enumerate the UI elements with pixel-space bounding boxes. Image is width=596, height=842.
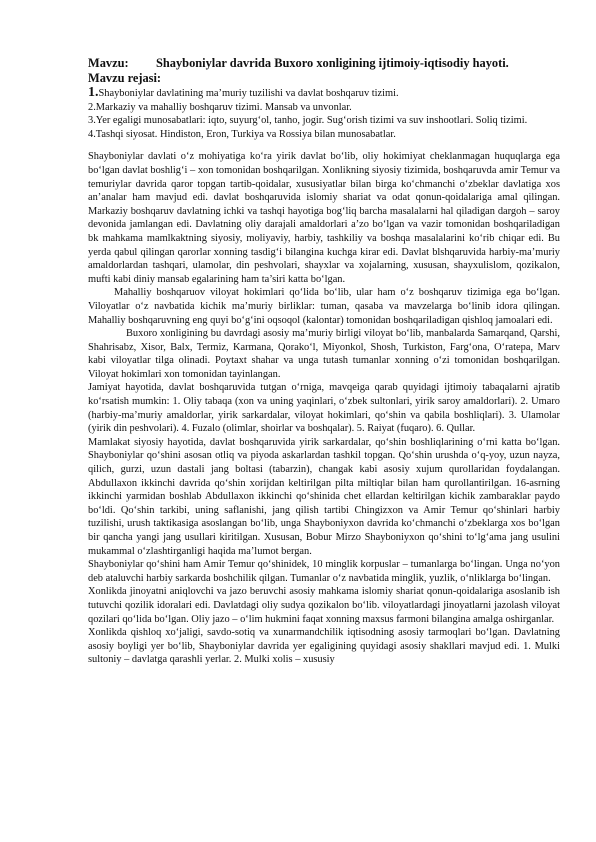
topic-title xyxy=(88,56,560,71)
paragraph-army-units: Shayboniylar qo‘shini ham Amir Temur qo‘shinidek, 10 minglik korpuslar – tumanlarga bo‘lingan. Unga no‘yon deb ataluvchi harbiy sarkarda boshchilik qilgan. Tumanlar o‘z navbatida minglik, yuzlik, o‘nliklarga bo‘lingan. xyxy=(88,559,560,584)
plan-item-1 xyxy=(88,86,560,101)
plan-item-number: 4. xyxy=(88,128,96,140)
topic-text: Shayboniylar davrida Buxoro xonligining ijtimoiy-iqtisodiy hayoti. xyxy=(156,56,509,70)
paragraph-justice: Xonlikda jinoyatni aniqlovchi va jazo beruvchi asosiy mahkama islomiy shariat qonun-qoidalariga asoslanib ish tutuvchi qozilik idoralari edi. Davlatdagi oliy sudya qozikalon bo‘lib. viloyatlardagi jinoyatlarni jazolash viloyat qozilari qo‘lida bo‘lgan. Oliy jazo – o‘lim hukmini faqat xonning maxsus farmoni bilangina amalga oshirganlar. xyxy=(88,586,560,625)
plan-item-number: 1. xyxy=(88,85,99,100)
paragraph-economy: Xonlikda qishloq xo‘jaligi, savdo-sotiq va xunarmandchilik iqtisodning asosiy tarmoqlari bo‘lgan. Davlatning asosiy boyligi yer bo‘lib, Shayboniylar davrida yer egaligining quyidagi asosiy shakllari mavjud edi. 1. Mulki sultoniy – davlatga qarashli yerlar. 2. Mulki xolis – xususiy xyxy=(88,627,560,666)
paragraph-local-government: Mahalliy boshqaruov viloyat hokimlari qo‘lida bo‘lib, ular ham o‘z boshqaruv tizimiga ega bo‘lgan. Viloyatlar o‘z navbatida kichik ma’muriy birliklar: tuman, qasaba va mavzelarga bo‘linib idora qilingan. Mahalliy boshqaruvning eng quyi bo‘g‘ini oqsoqol (kalontar) tomonidan boshqariladigan qishloq jamoalari edi. xyxy=(88,287,560,326)
plan-item-3 xyxy=(88,114,560,128)
plan-item-text: Shayboniylar davlatining ma’muriy tuzilishi va davlat boshqaruv tizimi. xyxy=(98,88,399,99)
plan-item-text: Yer egaligi munosabatlari: iqto, suyurg‘ol, tanho, jogir. Sug‘orish tizimi va suv inshootlari. Soliq tizimi. xyxy=(95,115,528,127)
topic-label: Mavzu: xyxy=(88,56,129,70)
paragraph-state-structure: Shayboniylar davlati o‘z mohiyatiga ko‘ra yirik davlat bo‘lib, oliy hokimiyat cheklanmagan huquqlarga ega bo‘lgan davlat boshlig‘i – xon tomonidan boshqarilgan. Xonlikning siyosiy tizimida, boshqaruvda amir Temur va temuriylar davrida qaror topgan tartib-qoidalar, xususiyatlar bilan birga ko‘chmanchi o‘zbeklar davlatiga xos an’analar ham mavjud edi. davlat boshqaruvida islomiy shariat va odat qonun-qoidalariga amal qilingan. Markaziy boshqaruv davlatning ichki va tashqi hayotiga bog‘liq barcha masalalarni hal qiladigan dargoh – saroy devonida jamlangan edi. Davlatning oliy darajali amaldorlari a’zo bo‘lgan va vazir tomonidan boshqariladigan bk mahkama mamlkaktning siyosiy, moliyaviy, harbiy, tashkiliy va boshqa masalalarini ko‘rib chiqar edi. Bu yerda qabul qilingan qarorlar xonning tasdig‘i bilangina kuchga kirar edi. Davlat blshqaruvida harbiy-ma’muriy amaldorlardan tashqari, ulamolar, din peshvolari, shayxlar va xojalarning, xususan, shayxulislom, qozikalon, mufti kabi diniy mansab egalarining ham ta’siri katta bo‘lgan. xyxy=(88,151,560,285)
spacer xyxy=(88,141,560,150)
plan-item-text: Tashqi siyosat. Hindiston, Eron, Turkiya va Rossiya bilan munosabatlar. xyxy=(95,128,396,140)
plan-item-number: 3. xyxy=(88,115,96,127)
plan-item-2 xyxy=(88,101,560,115)
paragraph-provinces: Buxoro xonligining bu davrdagi asosiy ma’muriy birligi viloyat bo‘lib, manbalarda Samarqand, Qarshi, Shahrisabz, Xisor, Balx, Termiz, Karmana, Qorako‘l, Miyonkol, Shosh, Turkiston, Farg‘ona, O‘ratepa, Marv kabi viloyatlar tilga olinadi. Poytaxt shahar va unga tutash tumanlar xonning o‘zi tomonidan boshqarilgan. Viloyat hokimlari xon tomonidan tayinlangan. xyxy=(88,328,560,380)
plan-item-4 xyxy=(88,128,560,142)
plan-heading: Mavzu rejasi: xyxy=(88,71,162,85)
plan-item-text: Markaziy va mahalliy boshqaruv tizimi. Mansab va unvonlar. xyxy=(95,101,352,113)
paragraph-social-classes: Jamiyat hayotida, davlat boshqaruvida tutgan o‘rniga, mavqeiga qarab quyidagi ijtimoiy tabaqalarni ajratib ko‘rsatish mumkin: 1. Oliy tabaqa (xon va uning yaqinlari, o‘zbek sultonlari, yirik saroy amaldorlari). 2. Umaro (harbiy-ma’muriy amaldorlar, yirik sarkardalar, viloyat hokimlari, qo‘shin va qabila boshliqlari). 3. Ulamolar (yirik din peshvolari). 4. Fuzalo (olimlar, shoirlar va boshqalar). 5. Raiyat (fuqaro). 6. Qullar. xyxy=(88,382,560,435)
paragraph-army: Mamlakat siyosiy hayotida, davlat boshqaruvida yirik sarkardalar, qo‘shin boshliqlarining o‘rni katta bo‘lgan. Shayboniylar qo‘shini asosan otliq va piyoda askarlardan tashkil topgan. Qo‘shin urushda o‘q-yoy, uzun nayza, qilich, gurzi, uzun dastali jang boltasi (tabarzin), changak kabi asosiy xujum qurollaridan foydalangan. Abdullaxon ikkinchi davrida qo‘shin xorijdan keltirilgan pilta miltiqlar bilan ham qurollantirilgan. 16-asrning ikkinchi yarmidan boshlab Abdullaxon ikkinchi qo‘shinida chet ellardan keltirilgan kichik zambaraklar paydo bo‘ldi. Qo‘shin tarkibi, uning saflanishi, jang qilish tartibi Chingizxon va Amir Temur qo‘shinlari harbiy tuzilishi, urush taktikasiga asoslangan bo‘lib, unga Shayboniyxon davrida ko‘chmanchi o‘zbeklarga xos bo‘lgan bir qancha yangi jang usullari kiritilgan. Xususan, Bobur Mirzo Shayboniyxon qo‘shini to‘lg‘ama jang usulini mukammal o‘zlashtirganligi haqida ma’lumot bergan. xyxy=(88,436,560,557)
document-page xyxy=(88,56,560,667)
plan-item-number: 2. xyxy=(88,101,96,113)
